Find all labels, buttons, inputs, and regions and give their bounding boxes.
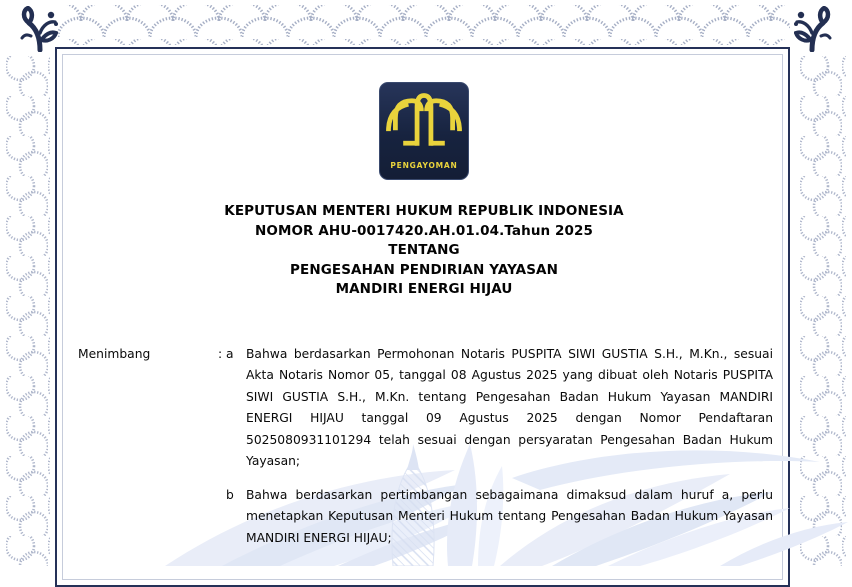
menimbang-section — [78, 344, 773, 550]
corner-flourish-icon — [794, 6, 834, 52]
decree-subject-line: PENGESAHAN PENDIRIAN YAYASAN — [290, 261, 558, 278]
ministry-logo — [379, 82, 469, 180]
decree-entity-line: MANDIRI ENERGI HIJAU — [335, 281, 513, 298]
decree-title-line: KEPUTUSAN MENTERI HUKUM REPUBLIK INDONESIA — [224, 203, 624, 219]
document-content — [63, 58, 785, 549]
menimbang-item-b — [218, 485, 773, 550]
logo-caption: PENGAYOMAN — [390, 161, 458, 170]
item-text: Bahwa berdasarkan pertimbangan sebagaimana dimaksud dalam huruf a, perlu menetapkan Keputusan Menteri Hukum tentang Pengesahan Badan Hukum Yayasan MANDIRI ENERGI HIJAU; — [246, 487, 773, 545]
menimbang-items — [218, 344, 773, 550]
decree-tentang-line: TENTANG — [388, 242, 460, 259]
guilloche-band-top — [58, 5, 790, 45]
colon-separator: : — [218, 346, 223, 361]
decree-body — [63, 344, 785, 550]
decree-number-line: NOMOR AHU-0017420.AH.01.04.Tahun 2025 — [254, 222, 594, 239]
item-text: Bahwa berdasarkan Permohonan Notaris PUSPITA SIWI GUSTIA S.H., M.Kn., sesuai Akta Notaris Nomor 05, tanggal 08 Agustus 2025 yang dibuat oleh Notaris PUSPITA SIWI GUSTIA S.H., M.Kn. tentang Pengesahan Badan Hukum Yayasan MANDIRI ENERGI HIJAU tanggal 09 Agustus 2025 dengan Nomor Pendaftaran 5025080931101294 telah sesuai dengan persyaratan Pengesahan Badan Hukum Yayasan; — [246, 346, 773, 469]
pengayoman-emblem-icon — [385, 90, 463, 160]
item-letter: a — [226, 346, 234, 361]
menimbang-item-a — [218, 344, 773, 473]
menimbang-label: Menimbang — [78, 346, 151, 361]
corner-flourish-icon — [18, 6, 58, 52]
decree-title-block — [63, 202, 785, 300]
guilloche-band-left — [6, 56, 50, 566]
item-letter: b — [226, 487, 234, 502]
